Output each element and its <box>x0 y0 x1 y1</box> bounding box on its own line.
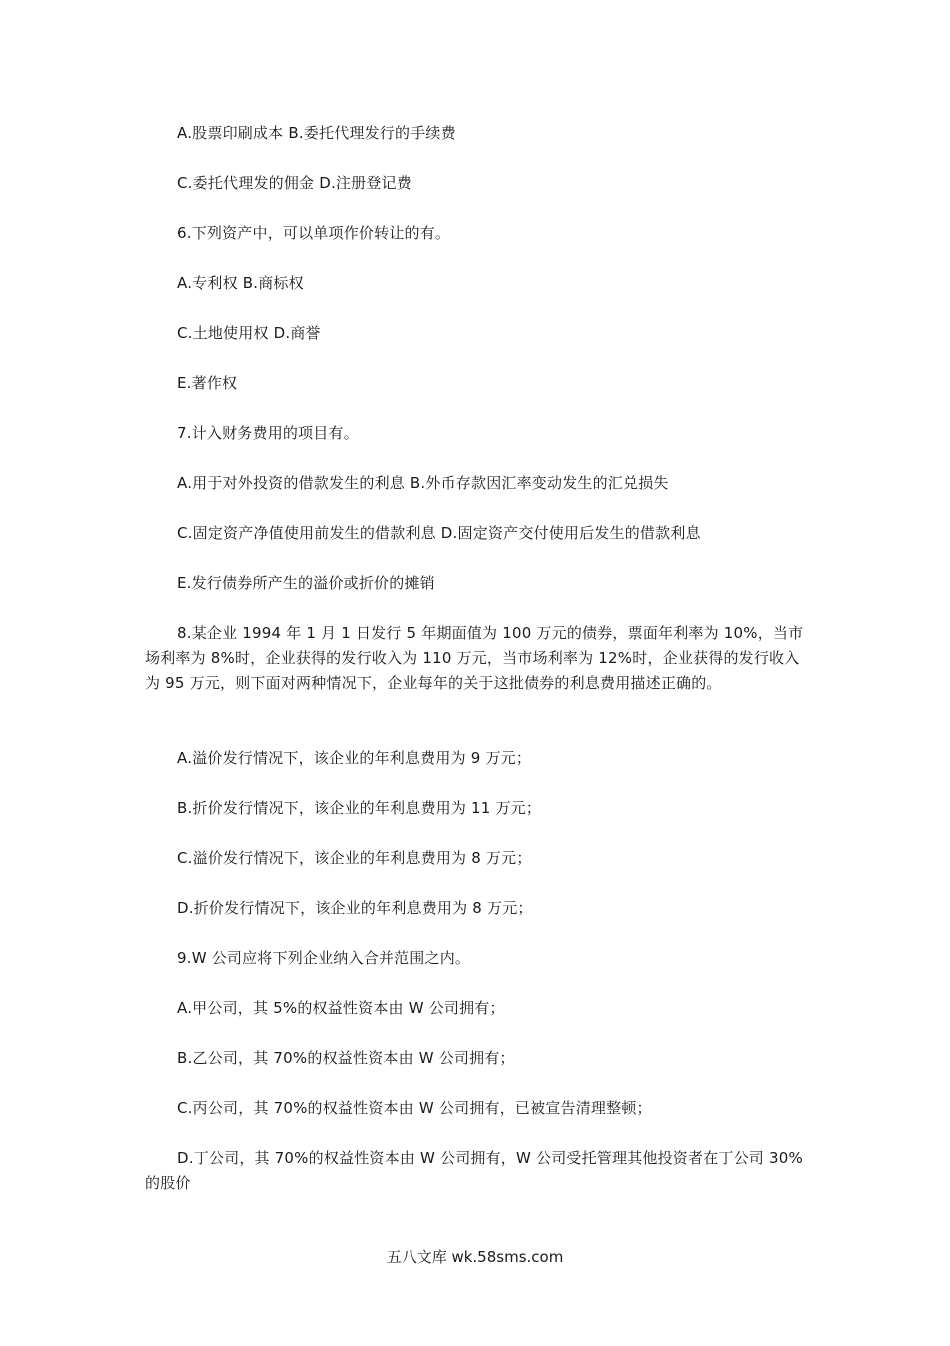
option-8b: B.折价发行情况下，该企业的年利息费用为 11 万元； <box>177 799 542 817</box>
option-9d: D.丁公司，其 70%的权益性资本由 W 公司拥有，W 公司受托管理其他投资者在丁公司 30%的股价 <box>145 1149 803 1192</box>
option-9b: B.乙公司，其 70%的权益性资本由 W 公司拥有； <box>177 1049 515 1067</box>
option-line-6e: E.著作权 <box>177 374 238 392</box>
option-9c: C.丙公司，其 70%的权益性资本由 W 公司拥有，已被宣告清理整顿； <box>177 1099 652 1117</box>
option-line-7ab: A.用于对外投资的借款发生的利息 B.外币存款因汇率变动发生的汇兑损失 <box>177 474 669 492</box>
option-line-6cd: C.土地使用权 D.商誉 <box>177 324 321 342</box>
option-9a: A.甲公司，其 5%的权益性资本由 W 公司拥有； <box>177 999 505 1017</box>
option-8a: A.溢价发行情况下，该企业的年利息费用为 9 万元； <box>177 749 532 767</box>
option-line-6ab: A.专利权 B.商标权 <box>177 274 304 292</box>
option-line-7cd: C.固定资产净值使用前发生的借款利息 D.固定资产交付使用后发生的借款利息 <box>177 524 701 542</box>
option-line-7e: E.发行债券所产生的溢价或折价的摊销 <box>177 574 435 592</box>
question-7: 7.计入财务费用的项目有。 <box>177 424 359 442</box>
option-line-5ab: A.股票印刷成本 B.委托代理发行的手续费 <box>177 124 456 142</box>
option-8c: C.溢价发行情况下，该企业的年利息费用为 8 万元； <box>177 849 532 867</box>
option-line-5cd: C.委托代理发的佣金 D.注册登记费 <box>177 174 412 192</box>
question-6: 6.下列资产中，可以单项作价转让的有。 <box>177 224 451 242</box>
option-8d: D.折价发行情况下，该企业的年利息费用为 8 万元； <box>177 899 533 917</box>
question-9: 9.W 公司应将下列企业纳入合并范围之内。 <box>177 949 471 967</box>
page-footer: 五八文库 wk.58sms.com <box>386 1248 564 1266</box>
question-8: 8.某企业 1994 年 1 月 1 日发行 5 年期面值为 100 万元的债券，票面年利率为 10%，当市场利率为 8%时，企业获得的发行收入为 110 万元，当市场利率为 12%时，企业获得的发行收入为 95 万元，则下面对两种情况下，企业每年的关于这批债券的利息费用描述正确的。 <box>145 624 804 692</box>
